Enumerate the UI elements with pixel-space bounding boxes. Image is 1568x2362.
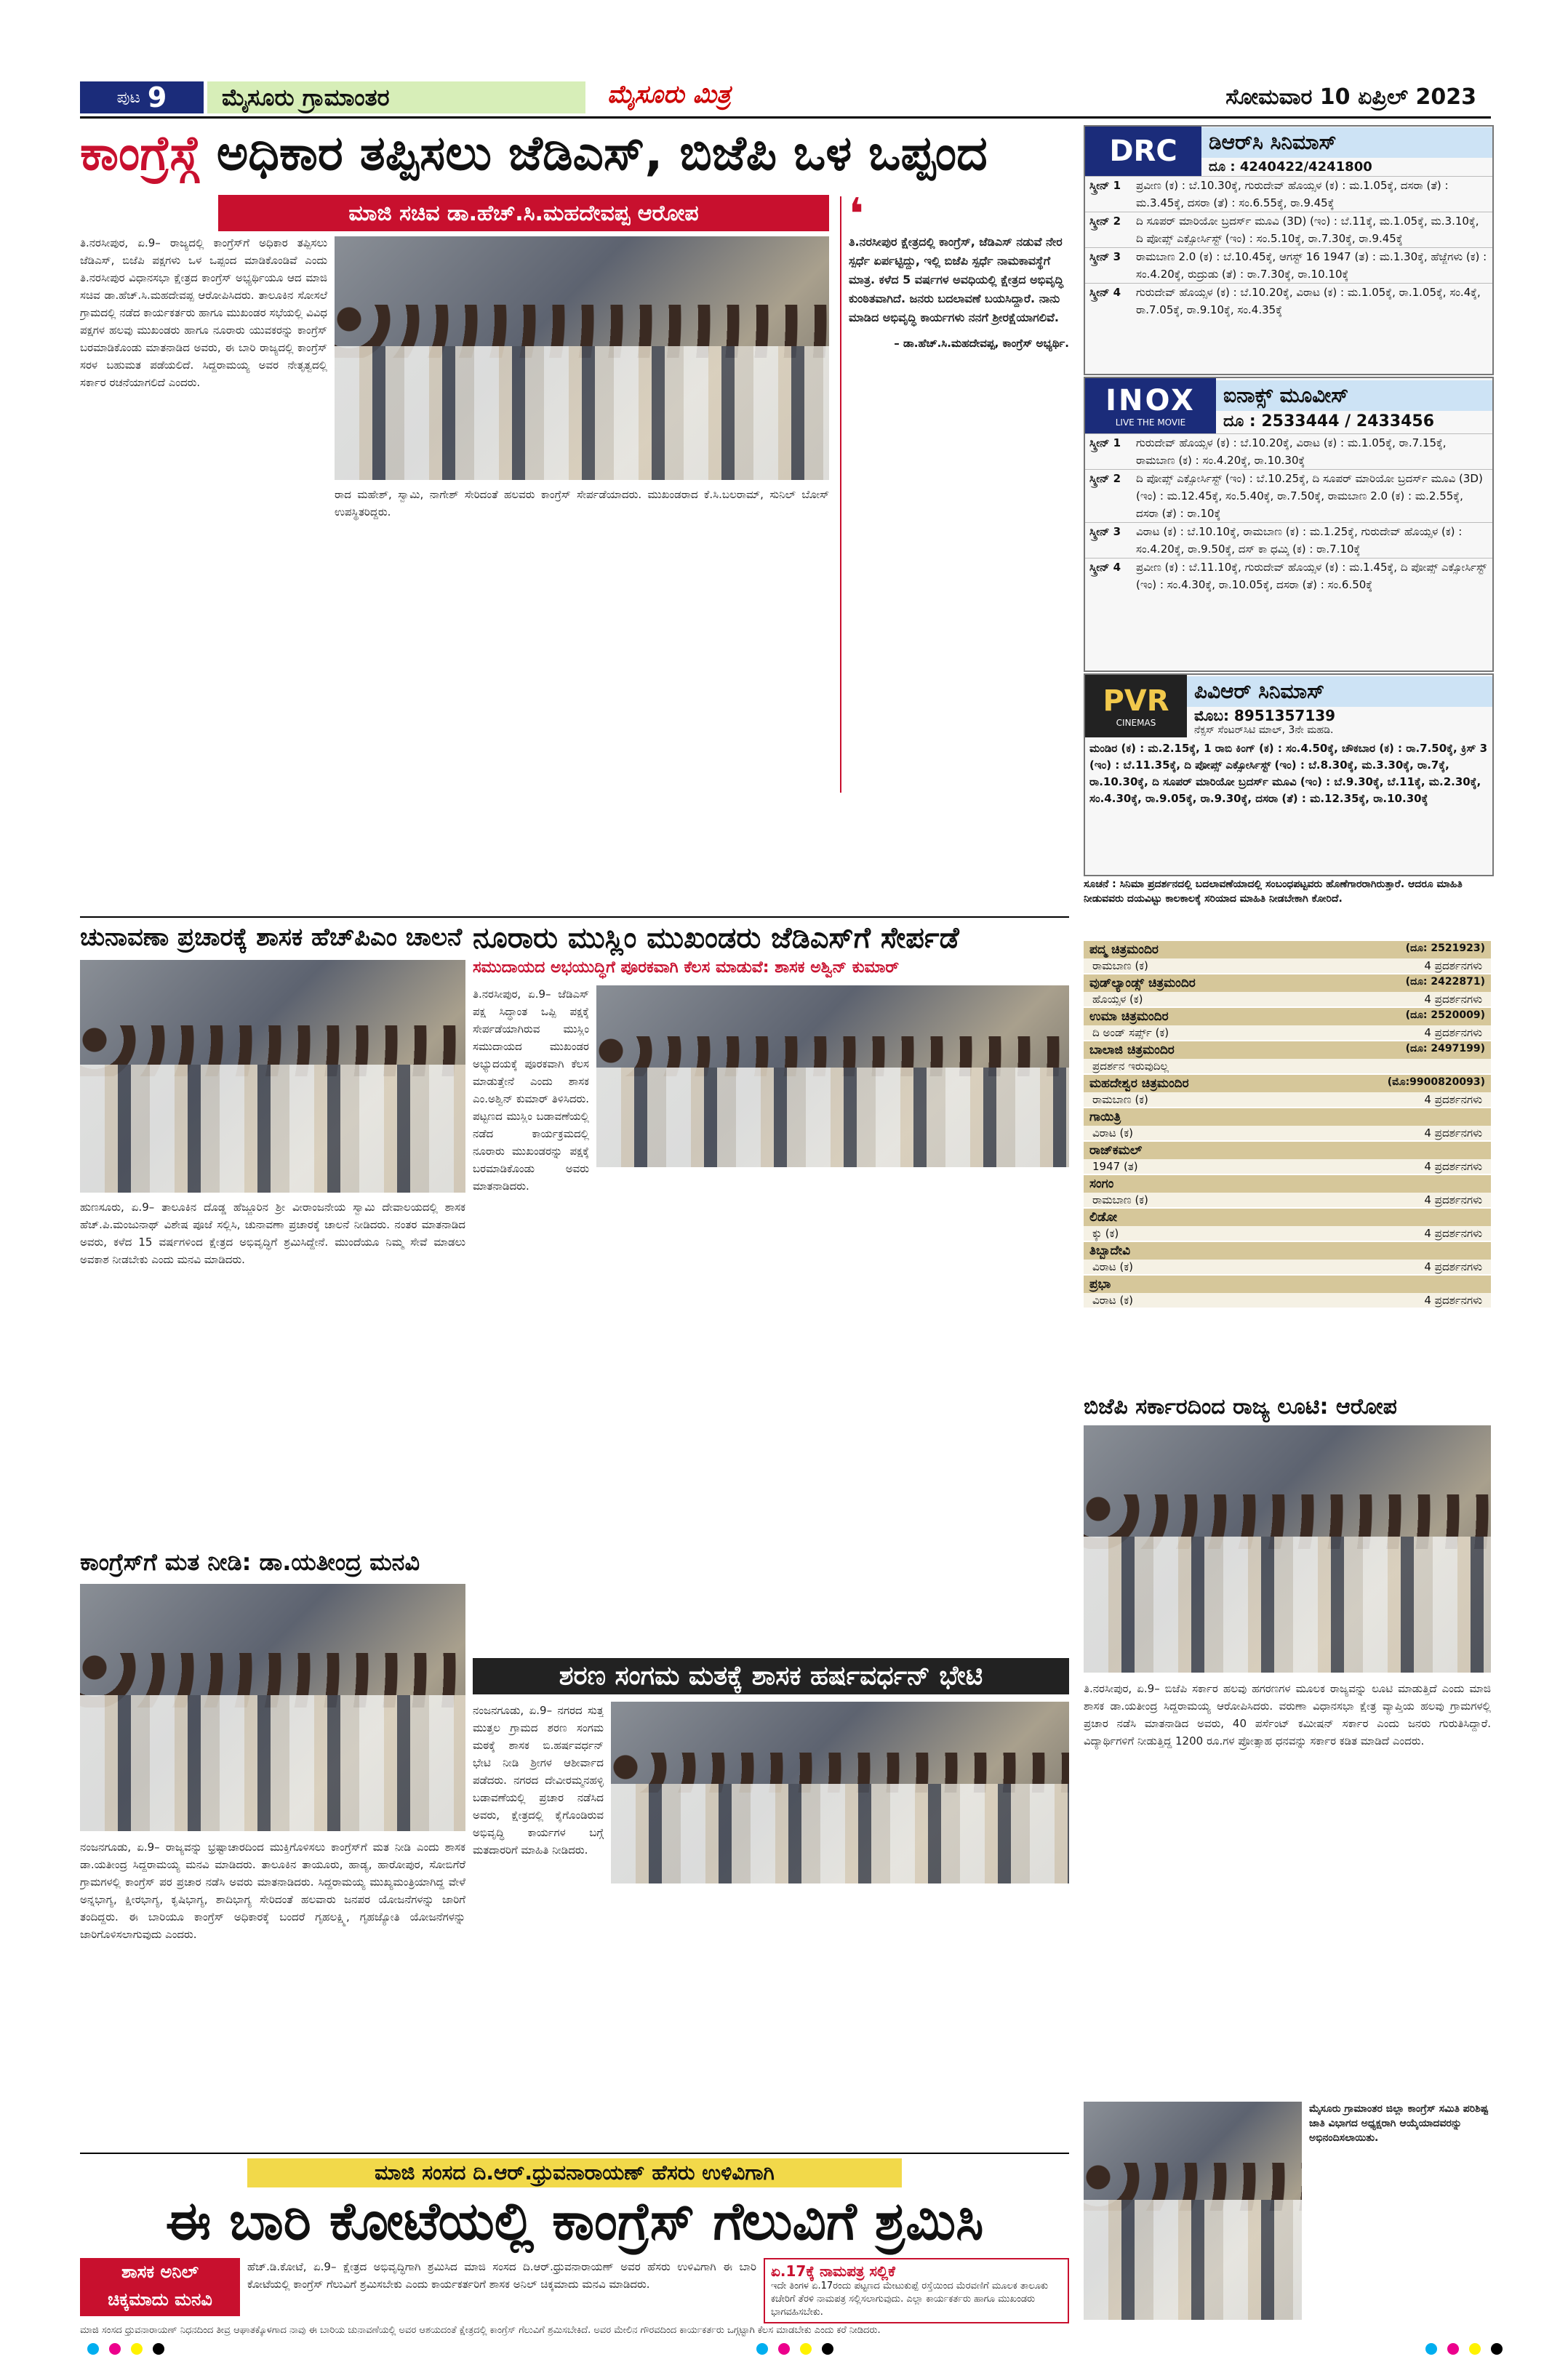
theatre-show-count: 4 ಪ್ರದರ್ಶನಗಳು: [1424, 1294, 1482, 1307]
inox-screen-label: ಸ್ಕ್ರೀನ್ 2: [1089, 472, 1121, 485]
story3-photo: [596, 985, 1069, 1167]
inox-screen-shows: ವಿರಾಟ (ಕ) : ಬೆ.10.10ಕ್ಕೆ, ರಾಮಬಾಣ (ಕ) : ಮ.1.25ಕ್ಕೆ, ಗುರುದೇವ್ ಹೊಯ್ಸಳ (ಕ) : ಸಂ.4.20ಕ್ಕೆ, ರಾ.9.50ಕ್ಕೆ, ದಸ್ ಕಾ ಧಮ್ಕಿ (ಕ) : ರಾ.7.10ಕ್ಕೆ: [1136, 525, 1463, 556]
drc-logo: DRC: [1085, 127, 1201, 176]
header-rule: [80, 116, 1491, 119]
story3-headline: ನೂರಾರು ಮುಸ್ಲಿಂ ಮುಖಂಡರು ಜೆಡಿಎಸ್‌ಗೆ ಸೇರ್ಪಡೆ: [473, 921, 959, 955]
inox-logo-text: INOX: [1105, 384, 1196, 417]
theatre-show-row: [1084, 1059, 1491, 1073]
theatre-name: ಬಾಲಾಜಿ ಚಿತ್ರಮಂದಿರ: [1089, 1043, 1175, 1057]
drc-screen-list: [1085, 176, 1492, 319]
theatre-show-row: [1084, 1092, 1491, 1107]
theatre-name: ಮಹದೇಶ್ವರ ಚಿತ್ರಮಂದಿರ: [1089, 1076, 1189, 1091]
cinema-notice: ಸೂಚನೆ : ಸಿನಿಮಾ ಪ್ರದರ್ಶನದಲ್ಲಿ ಬದಲಾವಣೆಯಾದಲ್ಲಿ ಸಂಬಂಧಪಟ್ಟವರು ಹೊಣೆಗಾರರಾಗಿರುತ್ತಾರೆ. ಆದರೂ ಮಾಹಿತಿ ನೀಡುವವರು ದಯವಿಟ್ಟು ಕಾಲಕಾಲಕ್ಕೆ ಸರಿಯಾದ ಮಾಹಿತಿ ನೀಡಬೇಕಾಗಿ ಕೋರಿದೆ.: [1084, 878, 1463, 905]
inox-screen-label: ಸ್ಕ್ರೀನ್ 1: [1089, 436, 1121, 449]
story7-body-right: ಮಾಜಿ ಸಂಸದ ಧ್ರುವನಾರಾಯಣ್ ನಿಧನದಿಂದ ತೀವ್ರ ಆಘಾತಕ್ಕೊಳಗಾದ ನಾವು ಈ ಬಾರಿಯ ಚುನಾವಣೆಯಲ್ಲಿ ಅವರ ಆಶಯದಂತೆ ಕ್ಷೇತ್ರದಲ್ಲಿ ಕಾಂಗ್ರೆಸ್ ಗೆಲುವಿಗೆ ಶ್ರಮಿಸಬೇಕಿದೆ. ಅವರ ಮೇಲಿನ ಗೌರವದಿಂದ ಕಾರ್ಯಕರ್ತರು ಒಗ್ಗಟ್ಟಾಗಿ ಕೆಲಸ ಮಾಡಬೇಕು ಎಂದು ಕರೆ ನೀಡಿದರು.: [80, 2325, 881, 2336]
drc-screen-shows: ದಿ ಸೂಪರ್ ಮಾರಿಯೋ ಬ್ರದರ್ಸ್ ಮೂವಿ (3D) (ಇಂ) : ಬೆ.11ಕ್ಕೆ, ಮ.1.05ಕ್ಕೆ, ಮ.3.10ಕ್ಕೆ, ದಿ ಪೋಪ್ಸ್ ಎಕ್ಸೋರ್ಸಿಸ್ಟ್ (ಇಂ) : ಸಂ.5.10ಕ್ಕೆ, ರಾ.7.30ಕ್ಕೆ, ರಾ.9.45ಕ್ಕೆ: [1136, 215, 1479, 245]
theatre-header: [1084, 1073, 1491, 1092]
story1-body-left: ತಿ.ನರಸೀಪುರ, ಏ.9– ರಾಜ್ಯದಲ್ಲಿ ಕಾಂಗ್ರೆಸ್‌ಗೆ ಅಧಿಕಾರ ತಪ್ಪಿಸಲು ಜೆಡಿಎಸ್, ಬಿಜೆಪಿ ಪಕ್ಷಗಳು ಒಳ ಒಪ್ಪಂದ ಮಾಡಿಕೊಂಡಿವೆ ಎಂದು ತಿ.ನರಸೀಪುರ ವಿಧಾನಸಭಾ ಕ್ಷೇತ್ರದ ಕಾಂಗ್ರೆಸ್ ಅಭ್ಯರ್ಥಿಯೂ ಆದ ಮಾಜಿ ಸಚಿವ ಡಾ.ಹೆಚ್.ಸಿ.ಮಹದೇವಪ್ಪ ಆರೋಪಿಸಿದರು. ತಾಲೂಕಿನ ಸೋಸಲೆ ಗ್ರಾಮದಲ್ಲಿ ನಡೆದ ಕಾರ್ಯಕರ್ತರು ಹಾಗೂ ಮುಖಂಡರ ಸಭೆಯಲ್ಲಿ ವಿವಿಧ ಪಕ್ಷಗಳ ಹಲವು ಮುಖಂಡರು ಹಾಗೂ ನೂರಾರು ಯುವಕರನ್ನು ಕಾಂಗ್ರೆಸ್ ಬರಮಾಡಿಕೊಂಡು ಮಾತನಾಡಿದ ಅವರು, ಈ ಬಾರಿ ರಾಜ್ಯದಲ್ಲಿ ಕಾಂಗ್ರೆಸ್ ಸರಳ ಬಹುಮತ ಪಡೆಯಲಿದೆ. ಸಿದ್ದರಾಮಯ್ಯ ಅವರ ನೇತೃತ್ವದಲ್ಲಿ ಸರ್ಕಾರ ರಚನೆಯಾಗಲಿದೆ ಎಂದರು.: [80, 236, 327, 389]
theatre-show-count: 4 ಪ್ರದರ್ಶನಗಳು: [1424, 1227, 1482, 1240]
theatre-phone: (ದೂ: 2520009): [1405, 1009, 1485, 1021]
drc-screen-row: [1085, 176, 1492, 212]
story1-headline-red: ಕಾಂಗ್ರೆಸ್: [80, 125, 200, 181]
rule: [80, 916, 1069, 918]
theatre-header: [1084, 1241, 1491, 1260]
story1-quote-box: [840, 189, 1069, 793]
story1-headline: [80, 125, 1069, 181]
theatre-phone: (ದೂ: 2497199): [1405, 1043, 1485, 1054]
drc-screen-label: ಸ್ಕ್ರೀನ್ 3: [1089, 250, 1121, 263]
theatre-header: [1084, 1207, 1491, 1226]
theatre-show-count: 4 ಪ್ರದರ್ಶನಗಳು: [1424, 1160, 1482, 1173]
quote-mark-icon: ❛: [849, 189, 864, 240]
drc-screen-label: ಸ್ಕ್ರೀನ್ 2: [1089, 215, 1121, 228]
theatre-header: [1084, 940, 1491, 958]
magenta-dot-icon: [778, 2343, 790, 2355]
story8-photo: [1084, 2102, 1302, 2320]
theatre-show-row: [1084, 1025, 1491, 1040]
yellow-dot-icon: [1469, 2343, 1481, 2355]
inox-name: ಐನಾಕ್ಸ್ ಮೂವೀಸ್: [1216, 380, 1492, 411]
story5-headline: ಶರಣ ಸಂಗಮ ಮತಕ್ಕೆ ಶಾಸಕ ಹರ್ಷವರ್ಧನ್ ಭೇಟಿ: [473, 1658, 1069, 1694]
story6-headline: ಬಿಜೆಪಿ ಸರ್ಕಾರದಿಂದ ರಾಜ್ಯ ಲೂಟಿ: ಆರೋಪ: [1084, 1396, 1491, 1418]
theatre-movie: ಹೊಯ್ಸಳ (ಕ): [1092, 993, 1143, 1006]
story4-headline: ಕಾಂಗ್ರೆಸ್‌ಗೆ ಮತ ನೀಡಿ: ಡಾ.ಯತೀಂದ್ರ ಮನವಿ: [80, 1548, 420, 1576]
inox-screen-row: [1085, 433, 1492, 469]
theatre-name: ಪದ್ಮ ಚಿತ್ರಮಂದಿರ: [1089, 942, 1159, 957]
story7-box: [764, 2258, 1069, 2323]
story6-body: ತಿ.ನರಸೀಪುರ, ಏ.9– ಬಿಜೆಪಿ ಸರ್ಕಾರ ಹಲವು ಹಗರಣಗಳ ಮೂಲಕ ರಾಜ್ಯವನ್ನು ಲೂಟಿ ಮಾಡುತ್ತಿದೆ ಎಂದು ಮಾಜಿ ಶಾಸಕ ಡಾ.ಯತೀಂದ್ರ ಸಿದ್ದರಾಮಯ್ಯ ಆರೋಪಿಸಿದರು. ವರುಣಾ ವಿಧಾನಸಭಾ ಕ್ಷೇತ್ರ ವ್ಯಾಪ್ತಿಯ ಹಲವು ಗ್ರಾಮಗಳಲ್ಲಿ ಪ್ರಚಾರ ನಡೆಸಿ ಮಾತನಾಡಿದ ಅವರು, 40 ಪರ್ಸೆಂಟ್ ಕಮೀಷನ್ ಸರ್ಕಾರ ಎಂದು ಜನರು ಗುರುತಿಸಿದ್ದಾರೆ. ವಿದ್ಯಾರ್ಥಿಗಳಿಗೆ ನೀಡುತ್ತಿದ್ದ 1200 ರೂ.ಗಳ ಪ್ರೋತ್ಸಾಹ ಧನವನ್ನು ಸರ್ಕಾರ ಕಡಿತ ಮಾಡಿದೆ ಎಂದರು.: [1084, 1682, 1491, 1748]
theatre-show-count: 4 ಪ್ರದರ್ಶನಗಳು: [1424, 1126, 1482, 1140]
pvr-logo-text: PVR: [1103, 684, 1169, 718]
story7-kicker: ಮಾಜಿ ಸಂಸದ ದಿ.ಆರ್.ಧ್ರುವನಾರಾಯಣ್ ಹೆಸರು ಉಳಿವಿಗಾಗಿ: [247, 2158, 902, 2187]
theatre-movie: ರಾಮಬಾಣ (ಕ): [1092, 959, 1148, 972]
theatre-name: ಪ್ರಭಾ: [1089, 1277, 1111, 1292]
theatre-show-row: [1084, 1260, 1491, 1274]
story1-quote: ತಿ.ನರಸೀಪುರ ಕ್ಷೇತ್ರದಲ್ಲಿ ಕಾಂಗ್ರೆಸ್, ಜೆಡಿಎಸ್ ನಡುವೆ ನೇರ ಸ್ಪರ್ಧೆ ಏರ್ಪಟ್ಟಿದ್ದು, ಇಲ್ಲಿ ಬಿಜೆಪಿ ಸ್ಪರ್ಧೆ ನಾಮಕಾವಸ್ಥೆಗೆ ಮಾತ್ರ. ಕಳೆದ 5 ವರ್ಷಗಳ ಅವಧಿಯಲ್ಲಿ ಕ್ಷೇತ್ರದ ಅಭಿವೃದ್ಧಿ ಕುಂಠಿತವಾಗಿದೆ. ಜನರು ಬದಲಾವಣೆ ಬಯಸಿದ್ದಾರೆ. ನಾನು ಮಾಡಿದ ಅಭಿವೃದ್ಧಿ ಕಾರ್ಯಗಳು ನನಗೆ ಶ್ರೀರಕ್ಷೆಯಾಗಲಿವೆ.: [849, 235, 1064, 324]
story3-body: ತಿ.ನರಸೀಪುರ, ಏ.9– ಜೆಡಿಎಸ್ ಪಕ್ಷ ಸಿದ್ಧಾಂತ ಒಪ್ಪಿ ಪಕ್ಷಕ್ಕೆ ಸೇರ್ಪಡೆಯಾಗಿರುವ ಮುಸ್ಲಿಂ ಸಮುದಾಯದ ಮುಖಂಡರ ಅಭ್ಯುದಯಕ್ಕೆ ಪೂರಕವಾಗಿ ಕೆಲಸ ಮಾಡುತ್ತೇನೆ ಎಂದು ಶಾಸಕ ಎಂ.ಅಶ್ವಿನ್ ಕುಮಾರ್ ತಿಳಿಸಿದರು. ಪಟ್ಟಣದ ಮುಸ್ಲಿಂ ಬಡಾವಣೆಯಲ್ಲಿ ನಡೆದ ಕಾರ್ಯಕ್ರಮದಲ್ಲಿ ನೂರಾರು ಮುಖಂಡರನ್ನು ಪಕ್ಷಕ್ಕೆ ಬರಮಾಡಿಕೊಂಡು ಅವರು ಮಾತನಾಡಿದರು.: [473, 988, 589, 1193]
inox-screen-shows: ಪ್ರವೀಣ (ಕ) : ಬೆ.11.10ಕ್ಕೆ, ಗುರುದೇವ್ ಹೊಯ್ಸಳ (ಕ) : ಮ.1.45ಕ್ಕೆ, ದಿ ಪೋಪ್ಸ್ ಎಕ್ಸೋರ್ಸಿಸ್ಟ್ (ಇಂ) : ಸಂ.4.30ಕ್ಕೆ, ರಾ.10.05ಕ್ಕೆ, ದಸರಾ (ತೆ) : ಸಂ.6.50ಕ್ಕೆ: [1136, 561, 1487, 591]
pvr-phone: ಮೊಬ: 8951357139: [1194, 707, 1336, 724]
theatre-header: [1084, 1174, 1491, 1193]
theatre-movie: ವಿರಾಟ (ಕ): [1092, 1294, 1133, 1307]
drc-screen-shows: ಪ್ರವೀಣ (ಕ) : ಬೆ.10.30ಕ್ಕೆ, ಗುರುದೇವ್ ಹೊಯ್ಸಳ (ಕ) : ಮ.1.05ಕ್ಕೆ, ದಸರಾ (ತೆ) : ಮ.3.45ಕ್ಕೆ, ದಸರಾ (ತೆ) : ಸಂ.6.55ಕ್ಕೆ, ರಾ.9.45ಕ್ಕೆ: [1136, 179, 1449, 209]
story2-photo: [80, 960, 465, 1193]
theatre-movie: ಕ್ಕು (ಕ): [1092, 1227, 1119, 1240]
inox-screen-row: [1085, 522, 1492, 558]
theatre-phone: (ದೂ: 2422871): [1405, 976, 1485, 988]
theatre-movie: ರಾಮಬಾಣ (ಕ): [1092, 1193, 1148, 1206]
theatre-header: [1084, 1107, 1491, 1126]
story7-body-left: ಹೆಚ್.ಡಿ.ಕೋಟೆ, ಏ.9– ಕ್ಷೇತ್ರದ ಅಭಿವೃದ್ಧಿಗಾಗಿ ಶ್ರಮಿಸಿದ ಮಾಜಿ ಸಂಸದ ದಿ.ಆರ್.ಧ್ರುವನಾರಾಯಣ್ ಅವರ ಹೆಸರು ಉಳಿವಿಗಾಗಿ ಈ ಬಾರಿ ಕೋಟೆಯಲ್ಲಿ ಕಾಂಗ್ರೆಸ್ ಗೆಲುವಿಗೆ ಶ್ರಮಿಸಬೇಕು ಎಂದು ಕಾರ್ಯಕರ್ತರಿಗೆ ಶಾಸಕ ಅನಿಲ್ ಚಿಕ್ಕಮಾದು ಮನವಿ ಮಾಡಿದರು.: [247, 2260, 756, 2291]
theatre-name: ವುಡ್‌ಲ್ಯಾಂಡ್ಸ್ ಚಿತ್ರಮಂದಿರ: [1089, 976, 1196, 990]
theatre-movie: ವಿರಾಟ (ಕ): [1092, 1126, 1133, 1140]
pvr-address: ನೆಕ್ಸಸ್ ಸೆಂಟರ್‌ಸಿಟಿ ಮಾಲ್, 3ನೇ ಮಹಡಿ.: [1194, 724, 1334, 736]
theatre-movie: 1947 (ತ): [1092, 1160, 1138, 1173]
rule: [80, 2153, 1069, 2154]
story2-headline: ಚುನಾವಣಾ ಪ್ರಚಾರಕ್ಕೆ ಶಾಸಕ ಹೆಚ್‌ಪಿಎಂ ಚಾಲನೆ: [80, 923, 463, 952]
drc-screen-row: [1085, 212, 1492, 247]
pvr-logo: [1085, 675, 1187, 737]
inox-screen-label: ಸ್ಕ್ರೀನ್ 4: [1089, 561, 1121, 574]
theatre-show-row: [1084, 992, 1491, 1006]
black-dot-icon: [822, 2343, 833, 2355]
inox-logo-sub: LIVE THE MOVIE: [1115, 417, 1186, 428]
cyan-dot-icon: [87, 2343, 99, 2355]
theatre-name: ಗಾಯಿತ್ರಿ: [1089, 1110, 1121, 1124]
theatre-show-row: [1084, 1159, 1491, 1174]
drc-screen-label: ಸ್ಕ್ರೀನ್ 1: [1089, 179, 1121, 192]
yellow-dot-icon: [800, 2343, 812, 2355]
drc-screen-shows: ರಾಮಬಾಣ 2.0 (ಕ) : ಬೆ.10.45ಕ್ಕೆ, ಆಗಸ್ಟ್ 16 1947 (ತ) : ಮ.1.30ಕ್ಕೆ, ಹೆಜ್ಜೆಗಳು (ಕ) : ಸಂ.4.20ಕ್ಕೆ, ರುದ್ರುಡು (ತೆ) : ರಾ.7.30ಕ್ಕೆ, ರಾ.10.10ಕ್ಕೆ: [1136, 250, 1487, 281]
theatre-movie: ಪ್ರದರ್ಶನ ಇರುವುದಿಲ್ಲ: [1092, 1060, 1169, 1073]
magenta-dot-icon: [1447, 2343, 1459, 2355]
black-dot-icon: [1491, 2343, 1503, 2355]
inox-screen-row: [1085, 469, 1492, 522]
drc-cinema-box: [1084, 125, 1494, 375]
theatre-show-count: 4 ಪ್ರದರ್ಶನಗಳು: [1424, 993, 1482, 1006]
paper-name: ಮೈಸೂರು ಮಿತ್ರ: [607, 80, 731, 109]
story1-subhead: ಮಾಜಿ ಸಚಿವ ಡಾ.ಹೆಚ್.ಸಿ.ಮಹದೇವಪ್ಪ ಆರೋಪ: [218, 195, 829, 231]
theatre-header: [1084, 1040, 1491, 1059]
theatre-show-count: 4 ಪ್ರದರ್ಶನಗಳು: [1424, 1260, 1482, 1273]
story4-photo: [80, 1584, 465, 1831]
story1-body-mid: ರಾದ ಮಹೇಶ್, ಸ್ವಾಮಿ, ನಾಗೇಶ್ ಸೇರಿದಂತೆ ಹಲವರು ಕಾಂಗ್ರೆಸ್ ಸೇರ್ಪಡೆಯಾದರು. ಮುಖಂಡರಾದ ಕೆ.ಸಿ.ಬಲರಾಮ್, ಸುನಿಲ್ ಬೋಸ್ ಉಪಸ್ಥಿತರಿದ್ದರು.: [335, 488, 829, 519]
pvr-shows: ಮಂಡಿರ (ಕ) : ಮ.2.15ಕ್ಕೆ, 1 ರಾಬಿ ಕಿಂಗ್ (ಕ) : ಸಂ.4.50ಕ್ಕೆ, ಚೌಕಬಾರ (ಕ) : ರಾ.7.50ಕ್ಕೆ, ಕ್ರಿಸ್ 3 (ಇಂ) : ಬೆ.11.35ಕ್ಕೆ, ದಿ ಪೋಪ್ಸ್ ಎಕ್ಸೋರ್ಸಿಸ್ಟ್ (ಇಂ) : ಬೆ.8.30ಕ್ಕೆ, ಮ.3.30ಕ್ಕೆ, ರಾ.7ಕ್ಕೆ, ರಾ.10.30ಕ್ಕೆ, ದಿ ಸೂಪರ್ ಮಾರಿಯೋ ಬ್ರದರ್ಸ್ ಮೂವಿ (ಇಂ) : ಬೆ.9.30ಕ್ಕೆ, ಬೆ.11ಕ್ಕೆ, ಮ.2.30ಕ್ಕೆ, ಸಂ.4.30ಕ್ಕೆ, ರಾ.9.05ಕ್ಕೆ, ರಾ.9.30ಕ್ಕೆ, ದಸರಾ (ತೆ) : ಮ.12.35ಕ್ಕೆ, ರಾ.10.30ಕ್ಕೆ: [1089, 742, 1488, 805]
theatre-show-row: [1084, 1226, 1491, 1241]
theatre-show-row: [1084, 1126, 1491, 1140]
theatre-list: [1084, 940, 1491, 1390]
registration-marks-left: [87, 2343, 164, 2355]
inox-logo: [1085, 378, 1216, 433]
inox-screen-list: [1085, 433, 1492, 593]
story7-side-label: [80, 2258, 240, 2316]
story2-body: ಹುಣಸೂರು, ಏ.9– ತಾಲೂಕಿನ ದೊಡ್ಡ ಹೆಜ್ಜೂರಿನ ಶ್ರೀ ವೀರಾಂಜನೇಯ ಸ್ವಾಮಿ ದೇವಾಲಯದಲ್ಲಿ ಶಾಸಕ ಹೆಚ್.ಪಿ.ಮಂಜುನಾಥ್ ವಿಶೇಷ ಪೂಜೆ ಸಲ್ಲಿಸಿ, ಚುನಾವಣಾ ಪ್ರಚಾರಕ್ಕೆ ಚಾಲನೆ ನೀಡಿದರು. ನಂತರ ಮಾತನಾಡಿದ ಅವರು, ಕಳೆದ 15 ವರ್ಷಗಳಿಂದ ಕ್ಷೇತ್ರದ ಅಭಿವೃದ್ಧಿಗೆ ಶ್ರಮಿಸಿದ್ದೇನೆ. ಮುಂದೆಯೂ ನಿಮ್ಮ ಸೇವೆ ಮಾಡಲು ಅವಕಾಶ ನೀಡಬೇಕು ಎಂದು ಮನವಿ ಮಾಡಿದರು.: [80, 1201, 465, 1266]
inox-screen-label: ಸ್ಕ್ರೀನ್ 3: [1089, 525, 1121, 538]
inox-screen-shows: ಗುರುದೇವ್ ಹೊಯ್ಸಳ (ಕ) : ಬೆ.10.20ಕ್ಕೆ, ವಿರಾಟ (ಕ) : ಮ.1.05ಕ್ಕೆ, ರಾ.7.15ಕ್ಕೆ, ರಾಮಬಾಣ (ಕ) : ಸಂ.4.20ಕ್ಕೆ, ರಾ.10.30ಕ್ಕೆ: [1136, 436, 1447, 467]
theatre-show-count: 4 ಪ್ರದರ್ಶನಗಳು: [1424, 1193, 1482, 1206]
inox-screen-row: [1085, 558, 1492, 593]
inox-phone: ದೂ : 2533444 / 2433456: [1223, 412, 1435, 431]
story7-headline: ಈ ಬಾರಿ ಕೋಟೆಯಲ್ಲಿ ಕಾಂಗ್ರೆಸ್ ಗೆಲುವಿಗೆ ಶ್ರಮಿಸಿ: [165, 2190, 984, 2251]
drc-screen-label: ಸ್ಕ್ರೀನ್ 4: [1089, 286, 1121, 299]
theatre-name: ಲಿಡೋ: [1089, 1210, 1118, 1225]
story7-side-label-1: ಶಾಸಕ ಅನಿಲ್: [121, 2262, 199, 2282]
story7-box-body: ಇದೇ ತಿಂಗಳ ಏ.17ರಂದು ಪಟ್ಟಣದ ಮೇಟುಕುಪ್ಪೆ ರಸ್ತೆಯಿಂದ ಮೆರವಣಿಗೆ ಮೂಲಕ ತಾಲೂಕು ಕಚೇರಿಗೆ ತೆರಳಿ ನಾಮಪತ್ರ ಸಲ್ಲಿಸಲಾಗುವುದು. ಎಲ್ಲಾ ಕಾರ್ಯಕರ್ತರು ಹಾಗೂ ಮುಖಂಡರು ಭಾಗವಹಿಸಬೇಕು.: [771, 2281, 1049, 2318]
theatre-show-row: [1084, 958, 1491, 973]
drc-screen-shows: ಗುರುದೇವ್ ಹೊಯ್ಸಳ (ಕ) : ಬೆ.10.20ಕ್ಕೆ, ವಿರಾಟ (ಕ) : ಮ.1.05ಕ್ಕೆ, ರಾ.1.05ಕ್ಕೆ, ಸಂ.4ಕ್ಕೆ, ರಾ.7.05ಕ್ಕೆ, ರಾ.9.10ಕ್ಕೆ, ಸಂ.4.35ಕ್ಕೆ: [1136, 286, 1481, 316]
theatre-name: ತಿಬ್ಬಾದೇವಿ: [1089, 1244, 1131, 1258]
registration-marks-right: [1425, 2343, 1503, 2355]
theatre-movie: ವಿರಾಟ (ಕ): [1092, 1260, 1133, 1273]
pvr-cinema-box: [1084, 673, 1494, 876]
theatre-header: [1084, 973, 1491, 992]
page-date: ಸೋಮವಾರ 10 ಏಪ್ರಿಲ್ 2023: [1225, 84, 1476, 110]
inox-screen-shows: ದಿ ಪೋಪ್ಸ್ ಎಕ್ಸೋರ್ಸಿಸ್ಟ್ (ಇಂ) : ಬೆ.10.25ಕ್ಕೆ, ದಿ ಸೂಪರ್ ಮಾರಿಯೋ ಬ್ರದರ್ಸ್ ಮೂವಿ (3D) (ಇಂ) : ಮ.12.45ಕ್ಕೆ, ಸಂ.5.40ಕ್ಕೆ, ರಾ.7.50ಕ್ಕೆ, ರಾಮಬಾಣ 2.0 (ಕ) : ಮ.2.55ಕ್ಕೆ, ದಸರಾ (ತೆ) : ರಾ.10ಕ್ಕೆ: [1136, 472, 1483, 520]
drc-phone: ದೂ : 4240422/4241800: [1209, 159, 1372, 175]
page-number: 9: [147, 81, 167, 113]
theatre-show-count: 4 ಪ್ರದರ್ಶನಗಳು: [1424, 959, 1482, 972]
drc-name: ಡಿಆರ್‌ಸಿ ಸಿನಿಮಾಸ್: [1201, 127, 1492, 158]
theatre-header: [1084, 1006, 1491, 1025]
theatre-movie: ದಿ ಅಂಡ್ ಸರ್ಪ್ಸ್ (ಕ): [1092, 1026, 1169, 1039]
story3-subhead: ಸಮುದಾಯದ ಅಭಯುದ್ಧಿಗೆ ಪೂರಕವಾಗಿ ಕೆಲಸ ಮಾಡುವೆ: ಶಾಸಕ ಅಶ್ವಿನ್ ಕುಮಾರ್: [473, 958, 900, 977]
yellow-dot-icon: [131, 2343, 143, 2355]
registration-marks-mid: [756, 2343, 833, 2355]
theatre-header: [1084, 1274, 1491, 1293]
theatre-show-row: [1084, 1293, 1491, 1308]
pvr-logo-sub: CINEMAS: [1116, 718, 1156, 728]
page-label: ಪುಟ: [116, 88, 140, 107]
theatre-phone: (ದೂ: 2521923): [1405, 942, 1485, 954]
story7-box-title: ಏ.17ಕ್ಕೆ ನಾಮಪತ್ರ ಸಲ್ಲಿಕೆ: [771, 2262, 895, 2280]
story5-body: ನಂಜನಗೂಡು, ಏ.9– ನಗರದ ಸುತ್ತ ಮುತ್ತಲ ಗ್ರಾಮದ ಶರಣ ಸಂಗಮ ಮಠಕ್ಕೆ ಶಾಸಕ ಬಿ.ಹರ್ಷವರ್ಧನ್ ಭೇಟಿ ನೀಡಿ ಶ್ರೀಗಳ ಆಶೀರ್ವಾದ ಪಡೆದರು. ನಗರದ ದೇವೀರಮ್ಮನಹಳ್ಳಿ ಬಡಾವಣೆಯಲ್ಲಿ ಪ್ರಚಾರ ನಡೆಸಿದ ಅವರು, ಕ್ಷೇತ್ರದಲ್ಲಿ ಕೈಗೊಂಡಿರುವ ಅಭಿವೃದ್ಧಿ ಕಾರ್ಯಗಳ ಬಗ್ಗೆ ಮತದಾರರಿಗೆ ಮಾಹಿತಿ ನೀಡಿದರು.: [473, 1704, 604, 1857]
theatre-show-count: 4 ಪ್ರದರ್ಶನಗಳು: [1424, 1026, 1482, 1039]
story1-photo: [335, 236, 829, 480]
story1-quote-author: – ಡಾ.ಹೆಚ್.ಸಿ.ಮಹದೇವಪ್ಪ, ಕಾಂಗ್ರೆಸ್ ಅಭ್ಯರ್ಥಿ.: [894, 337, 1069, 350]
black-dot-icon: [153, 2343, 164, 2355]
story4-body: ನಂಜನಗೂಡು, ಏ.9– ರಾಜ್ಯವನ್ನು ಭ್ರಷ್ಟಾಚಾರದಿಂದ ಮುಕ್ತಿಗೊಳಿಸಲು ಕಾಂಗ್ರೆಸ್‌ಗೆ ಮತ ನೀಡಿ ಎಂದು ಶಾಸಕ ಡಾ.ಯತೀಂದ್ರ ಸಿದ್ದರಾಮಯ್ಯ ಮನವಿ ಮಾಡಿದರು. ತಾಲೂಕಿನ ತಾಯೂರು, ಹಾಡ್ಯ, ಹಾರೋಪುರ, ಸೋಬಿಗೆರೆ ಗ್ರಾಮಗಳಲ್ಲಿ ಕಾಂಗ್ರೆಸ್ ಪರ ಪ್ರಚಾರ ನಡೆಸಿ ಅವರು ಮಾತನಾಡಿದರು. ಸಿದ್ದರಾಮಯ್ಯ ಮುಖ್ಯಮಂತ್ರಿಯಾಗಿದ್ದ ವೇಳೆ ಅನ್ನಭಾಗ್ಯ, ಕ್ಷೀರಭಾಗ್ಯ, ಕೃಷಿಭಾಗ್ಯ, ಶಾದಿಭಾಗ್ಯ ಸೇರಿದಂತೆ ಹಲವಾರು ಜನಪರ ಯೋಜನೆಗಳನ್ನು ಜಾರಿಗೆ ತಂದಿದ್ದರು. ಈ ಬಾರಿಯೂ ಕಾಂಗ್ರೆಸ್ ಅಧಿಕಾರಕ್ಕೆ ಬಂದರೆ ಗೃಹಲಕ್ಷ್ಮಿ, ಗೃಹಜ್ಯೋತಿ ಯೋಜನೆಗಳನ್ನು ಜಾರಿಗೊಳಿಸಲಾಗುವುದು ಎಂದರು.: [80, 1841, 465, 1941]
cyan-dot-icon: [756, 2343, 768, 2355]
theatre-show-count: 4 ಪ್ರದರ್ಶನಗಳು: [1424, 1093, 1482, 1106]
inox-cinema-box: [1084, 377, 1494, 672]
cyan-dot-icon: [1425, 2343, 1437, 2355]
story6-photo: [1084, 1425, 1491, 1673]
theatre-movie: ರಾಮಬಾಣ (ಕ): [1092, 1093, 1148, 1106]
pvr-name: ಪಿವಿಆರ್ ಸಿನಿಮಾಸ್: [1187, 676, 1492, 707]
story8-caption: ಮೈಸೂರು ಗ್ರಾಮಾಂತರ ಜಿಲ್ಲಾ ಕಾಂಗ್ರೆಸ್ ಸಮಿತಿ ಪರಿಶಿಷ್ಟ ಜಾತಿ ವಿಭಾಗದ ಅಧ್ಯಕ್ಷರಾಗಿ ಆಯ್ಕೆಯಾದವರನ್ನು ಅಭಿನಂದಿಸಲಾಯಿತು.: [1309, 2103, 1489, 2144]
theatre-phone: (ಮೊ:9900820093): [1387, 1076, 1485, 1088]
page-number-box: [80, 81, 204, 113]
theatre-name: ರಾಜ್‌ಕಮಲ್: [1089, 1143, 1143, 1158]
drc-screen-row: [1085, 283, 1492, 319]
story1-headline-rest: ಗೆ ಅಧಿಕಾರ ತಪ್ಪಿಸಲು ಜೆಡಿಎಸ್, ಬಿಜೆಪಿ ಒಳ ಒಪ್ಪಂದ: [199, 125, 988, 181]
theatre-name: ಸಂಗಂ: [1089, 1177, 1114, 1191]
story5-photo: [611, 1702, 1069, 1883]
theatre-show-row: [1084, 1193, 1491, 1207]
section-title: ಮೈಸೂರು ಗ್ರಾಮಾಂತರ: [207, 81, 585, 113]
drc-screen-row: [1085, 247, 1492, 283]
theatre-name: ಉಮಾ ಚಿತ್ರಮಂದಿರ: [1089, 1009, 1169, 1024]
story7-side-label-2: ಚಿಕ್ಕಮಾದು ಮನವಿ: [108, 2289, 212, 2310]
magenta-dot-icon: [109, 2343, 121, 2355]
theatre-header: [1084, 1140, 1491, 1159]
